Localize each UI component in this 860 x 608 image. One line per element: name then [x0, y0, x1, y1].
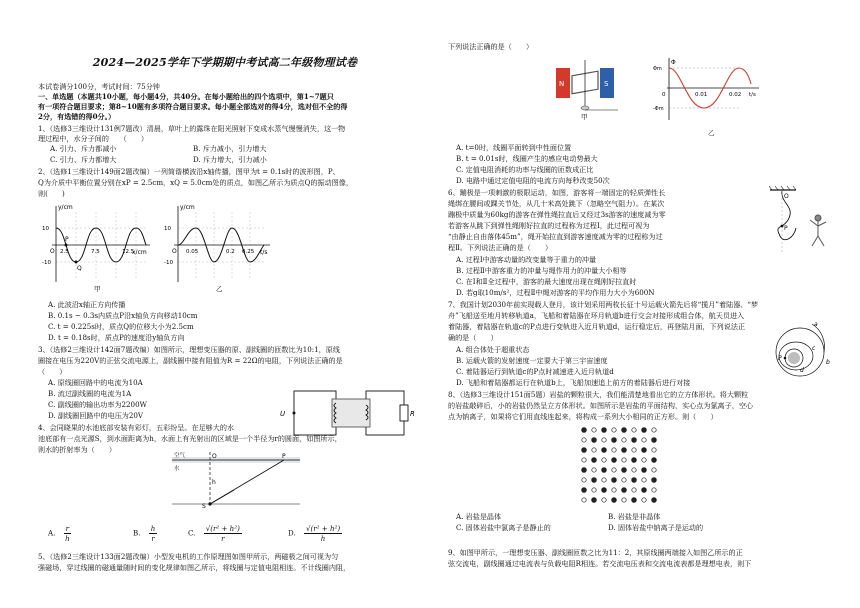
- page-title: 2024—2025学年下学期期中考试高二年级物理试卷: [92, 56, 358, 69]
- label-a: a: [814, 321, 818, 328]
- q5-option-d: D. 电路中通过定值电阻的电流方向每秒改变50次: [456, 176, 610, 185]
- chloride-ion: [602, 468, 607, 473]
- point-p: [65, 244, 68, 247]
- q2-option-a: A. 此波沿x轴正方向传播: [48, 300, 126, 309]
- chloride-ion: [622, 488, 627, 493]
- tick: 0.25: [242, 249, 255, 255]
- point-q: [75, 261, 78, 264]
- chloride-ion: [622, 468, 627, 473]
- q3-option-a: A. 原线圈回路中的电流为10A: [48, 378, 143, 387]
- sodium-ion: [592, 468, 596, 472]
- sodium-ion: [602, 478, 606, 482]
- q2-stem: Q为介质中平衡位置分别在xP = 2.5cm，xQ = 5.0cm处的质点，如图乙所示为质点Q的振动图像，: [38, 178, 353, 187]
- sodium-ion: [612, 468, 616, 472]
- sodium-ion: [592, 428, 596, 432]
- q1-option-b: B. 斥力减小，引力增大: [193, 144, 267, 153]
- sodium-ion: [602, 438, 606, 442]
- chloride-ion: [612, 438, 617, 443]
- label-n: N: [559, 80, 565, 88]
- chloride-ion: [632, 458, 637, 463]
- label-air: 空气: [174, 453, 186, 459]
- caption-jia: 甲: [94, 285, 101, 292]
- chloride-ion: [592, 458, 597, 463]
- tick: 0: [662, 92, 666, 98]
- sodium-ion: [582, 478, 586, 482]
- label-s: S: [604, 80, 609, 88]
- q4-option-a: A. $\frac{r}{h}$: [48, 524, 70, 543]
- x-label: t/s: [749, 92, 756, 98]
- tick: 0.2: [226, 249, 235, 255]
- chloride-ion: [652, 458, 657, 463]
- q3-option-b: B. 流过副线圈的电流为1A: [48, 389, 132, 398]
- q3-stem: 3、（选修2三维设计142面7题改编）如图所示，理想变压器的原、副线圈的匝数比为10:1，原线: [38, 345, 340, 354]
- q4-option-c: C. $\frac{\text{√(r² + h²)}}{r}$: [188, 524, 240, 543]
- sodium-ion: [622, 498, 626, 502]
- label-o: O: [784, 193, 789, 200]
- q6-option-a: A. 过程Ⅰ中游客动量的改变量等于重力的冲量: [456, 255, 597, 264]
- q5-flux-figure: [653, 56, 763, 126]
- tick: 2.5: [60, 249, 69, 255]
- q6-stem: 若游客从跳下到弹性绳刚好拉直的过程称为过程Ⅰ，此过程可视为: [448, 221, 650, 230]
- chloride-ion: [592, 438, 597, 443]
- chloride-ion: [652, 478, 657, 483]
- chloride-ion: [642, 428, 647, 433]
- q7-stem: 舟”飞船送至地月转移轨道a，飞船和着陆器在环月轨道b进行交会对接形成组合体，航天员进入: [448, 311, 745, 320]
- q7-orbit-figure: [770, 320, 836, 380]
- q6-stem: “由静止自由落体45m”，绳开始拉直到游客速度减为零的过程称为过: [448, 232, 663, 241]
- section-header: 2分，有选错的得0分。）: [38, 112, 116, 121]
- label-d: d: [800, 367, 804, 374]
- label-c: c: [812, 345, 816, 352]
- left-column: [38, 0, 430, 608]
- tick: 0.05: [186, 249, 199, 255]
- q1-stem: 理过程中，水分子间的 （ ）: [38, 134, 148, 143]
- y-tick: -Φm: [653, 106, 664, 112]
- sodium-ion: [652, 448, 656, 452]
- chloride-ion: [622, 428, 627, 433]
- q6-stem: 蹦极中质量为60kg的游客在弹性绳拉直后又经过3s游客的速度减为零: [448, 210, 666, 219]
- q6-stem: 绳绑在腰间或踝关节处，从几十米高处跳下（忽略空气阻力）。在某次: [448, 199, 665, 208]
- chloride-ion: [612, 498, 617, 503]
- q2-vibration-figure: [164, 200, 276, 292]
- label-h: h: [212, 479, 216, 486]
- resistor: [400, 405, 408, 421]
- chloride-ion: [592, 498, 597, 503]
- y-label: Φ: [671, 59, 676, 66]
- chloride-ion: [652, 498, 657, 503]
- q6-bungee-figure: [766, 184, 838, 262]
- chloride-ion: [582, 428, 587, 433]
- chloride-ion: [642, 448, 647, 453]
- label-o: O: [212, 453, 217, 460]
- label-p: P: [778, 355, 782, 362]
- q8-stem: 的岩盐敲碎后，小的岩盐仍然呈立方体形状。如图所示是岩盐的平面结构，实心点为氯离子，空心: [448, 401, 754, 410]
- q9-stem: 弦交流电，副线圈通过电流表与负载电阻R相连。若交流电压表和交流电流表都是理想电表，则下: [448, 559, 752, 568]
- chloride-ion: [592, 478, 597, 483]
- sodium-ion: [642, 458, 646, 462]
- right-column: [448, 0, 843, 608]
- sodium-ion: [582, 458, 586, 462]
- tick: 7.5: [91, 249, 100, 255]
- jumper: [810, 215, 826, 246]
- q7-stem: 着陆器，着陆器在轨道c的P点进行变轨进入近月轨道d，运行稳定后，再登陆月面，下列说法正: [448, 322, 746, 331]
- chloride-ion: [602, 488, 607, 493]
- caption-jia: 甲: [581, 113, 588, 120]
- q7-option-a: A. 组合体处于超重状态: [456, 345, 530, 354]
- q5-stem: 下列说法正确的是（ ）: [448, 42, 534, 51]
- q3-option-c: C. 副线圈的输出功率为2200W: [48, 400, 147, 409]
- q2-option-d: D. t = 0.18s时，质点P的速度沿y轴负方向: [48, 333, 185, 342]
- chloride-ion: [582, 468, 587, 473]
- sodium-ion: [632, 468, 636, 472]
- q4-option-d: D. $\frac{\text{√(r² + h²)}}{h}$: [288, 524, 341, 543]
- q8-lattice-figure: [578, 424, 660, 506]
- sodium-ion: [642, 478, 646, 482]
- q8-option-b: B. 岩盐是非晶体: [608, 512, 661, 521]
- q5-stem: 5、（选修2三维设计133面2题改编）小型发电机的工作原理图如图甲所示，两磁极之间可视为匀: [38, 552, 339, 561]
- chloride-ion: [582, 488, 587, 493]
- sodium-ion: [622, 458, 626, 462]
- sodium-ion: [612, 448, 616, 452]
- sodium-ion: [632, 488, 636, 492]
- tick: 0.02: [729, 92, 742, 98]
- q4-stem: 则水的折射率为（ ）: [38, 445, 117, 454]
- q5-option-b: B. t = 0.01s时，线圈产生的感应电动势最大: [456, 154, 598, 163]
- q4-stem: 池底部有一点光源S，到水面距离为h，水面上有光射出的区域是一个半径为r的圆面，如图所示，: [38, 434, 342, 443]
- sodium-ion: [642, 438, 646, 442]
- q7-option-d: D. 飞船和着陆器都运行在轨道b上，飞船加速追上前方的着陆器后进行对接: [456, 378, 691, 387]
- q8-option-c: C. 固体岩盐中氯离子是静止的: [456, 523, 551, 532]
- q1-option-d: D. 斥力增大，引力减小: [193, 155, 267, 164]
- label-p: P: [784, 225, 788, 232]
- label-water: 水: [174, 466, 180, 472]
- q5-caption-yi: 乙: [708, 129, 715, 137]
- light-source: [208, 502, 211, 505]
- q5-stem: 强磁场，穿过线圈的磁通量随时间的变化规律如图乙所示，将线圈与定值电阻相连。不计线圈内阻，: [38, 563, 351, 572]
- chloride-ion: [632, 478, 637, 483]
- label-b: b: [826, 359, 830, 366]
- q5-option-c: C. 定值电阻消耗的功率与线圈的匝数成正比: [456, 165, 594, 174]
- sodium-ion: [632, 428, 636, 432]
- chloride-ion: [642, 468, 647, 473]
- sodium-ion: [622, 438, 626, 442]
- q5-generator-figure: [548, 56, 628, 120]
- y-label: y/cm: [58, 204, 73, 211]
- q2-stem: 2、（选修1三维设计149面2题改编）一列简谐横波沿x轴传播，图甲为t = 0.1s时的波形图，P、: [38, 167, 340, 176]
- sodium-ion: [652, 468, 656, 472]
- sodium-ion: [592, 488, 596, 492]
- tick: 12.5: [122, 249, 135, 255]
- sodium-ion: [582, 498, 586, 502]
- exam-info: 本试卷满分100分，考试时间：75分钟: [38, 82, 160, 91]
- chloride-ion: [632, 438, 637, 443]
- section-header: 一、单选题（本题共10小题，每小题4分，共40分。在每小题给出的四个选项中，第1~7题只: [38, 92, 334, 101]
- chloride-ion: [602, 428, 607, 433]
- q6-option-d: D. 若g取10m/s²，过程Ⅱ中绳对游客的平均作用力大小为600N: [456, 288, 655, 297]
- q9-stem: 9、如图甲所示，一理想变压器、副线圈匝数之比为11：2，其原线圈两端接入如图乙所示的正: [448, 548, 743, 557]
- q8-option-a: A. 岩盐是晶体: [456, 512, 502, 521]
- q7-option-b: B. 运载火箭的发射速度一定要大于第三宇宙速度: [456, 356, 608, 365]
- q1-option-c: C. 引力、斥力都增大: [50, 155, 117, 164]
- label-p: P: [282, 453, 286, 460]
- tick: 0.01: [695, 92, 708, 98]
- sodium-ion: [652, 488, 656, 492]
- q6-stem: 程Ⅱ。下列说法正确的是（ ）: [448, 243, 553, 252]
- q1-stem: 1、（选修3三维设计131例7题改）清晨，草叶上的露珠在阳光照射下变成水蒸气慢慢消失，这一物: [38, 124, 346, 133]
- label-p: P: [65, 236, 69, 243]
- sodium-ion: [622, 478, 626, 482]
- q8-stem: 8、（选修3三维设计151面5题）岩盐的颗粒很大，我们能清楚地看出它的立方体形状。将大颗粒: [448, 390, 749, 399]
- y-tick: -10: [42, 260, 51, 266]
- chloride-ion: [642, 488, 647, 493]
- caption-yi: 乙: [216, 285, 223, 292]
- section-header: 有一项符合题目要求；第8~10题有多项符合题目要求。每小题全部选对的得4分，选对但不全的得: [38, 102, 348, 111]
- chloride-ion: [612, 478, 617, 483]
- q8-option-d: D. 固体岩盐中钠离子是运动的: [608, 523, 704, 532]
- sodium-ion: [612, 428, 616, 432]
- q2-stem: 则( ): [38, 189, 65, 198]
- sodium-ion: [602, 498, 606, 502]
- transformer-core: [332, 399, 370, 427]
- y-tick: 10: [164, 226, 171, 232]
- x-label: x/cm: [132, 249, 147, 256]
- y-label: y/cm: [180, 204, 195, 211]
- q6-stem: 6、蹦极是一项刺激的极限运动，如图，游客将一端固定的轻质弹性长: [448, 188, 666, 197]
- q6-option-b: B. 过程Ⅱ中游客重力的冲量与绳作用力的冲量大小相等: [456, 266, 627, 275]
- q2-option-b: B. 0.1s ~ 0.3s内质点P沿x轴负方向移动10cm: [48, 311, 198, 320]
- x-label: t/s: [260, 249, 268, 256]
- q4-stem: 4、会同晓果的水池底部安装有彩灯，五彩纷呈。在足够大的水: [38, 423, 235, 432]
- sodium-ion: [592, 448, 596, 452]
- sodium-ion: [642, 498, 646, 502]
- sodium-ion: [652, 428, 656, 432]
- chloride-ion: [622, 448, 627, 453]
- sodium-ion: [602, 458, 606, 462]
- q8-stem: 点为钠离子，如果将它们用直线连起来，将构成一系列大小相同的正方形。则（ ）: [448, 412, 718, 421]
- tick: O: [172, 248, 177, 255]
- q7-stem: 确的是（ ）: [448, 333, 498, 342]
- q6-option-c: C. 在Ⅰ和Ⅱ全过程中，游客的最大速度出现在绳刚好拉直时: [456, 277, 637, 286]
- q5-option-a: A. t=0时，线圈平面转到中性面位置: [456, 143, 572, 152]
- sodium-ion: [612, 488, 616, 492]
- label-r: R: [410, 410, 415, 418]
- tick: O: [50, 248, 55, 255]
- q7-option-c: C. 着陆器运行到轨道c的P点时减速进入近月轨道d: [456, 367, 614, 376]
- q1-option-a: A. 引力、斥力都减小: [50, 144, 117, 153]
- chloride-ion: [612, 458, 617, 463]
- chloride-ion: [632, 498, 637, 503]
- q4-option-b: B. $\frac{h}{r}$: [133, 524, 156, 543]
- y-tick: Φm: [653, 66, 662, 72]
- y-tick: 10: [42, 226, 49, 232]
- q3-stem: 圈接在电压为220V的正弦交流电源上，副线圈中接有阻值为R = 22Ω的电阻，下列说法正确的是: [38, 356, 343, 365]
- sodium-ion: [582, 438, 586, 442]
- q4-light-figure: [166, 448, 306, 510]
- q3-stem: （ ）: [38, 367, 67, 376]
- q2-wave-figure: [42, 200, 154, 292]
- q2-option-c: C. t = 0.225s时，质点Q的位移大小为2.5cm: [48, 322, 194, 331]
- label-u: U: [280, 410, 286, 418]
- sodium-ion: [632, 448, 636, 452]
- label-q: Q: [77, 265, 82, 272]
- moon: [788, 352, 800, 364]
- chloride-ion: [582, 448, 587, 453]
- chloride-ion: [652, 438, 657, 443]
- label-s: S: [202, 503, 206, 510]
- q7-stem: 7、我国计划2030年前实现载人登月，该计划采用两枚长征十号运载火箭先后将“揽月”着陆器、“梦: [448, 300, 759, 309]
- y-tick: -10: [164, 260, 173, 266]
- chloride-ion: [602, 448, 607, 453]
- q3-option-d: D. 副线圈回路中的电压为20V: [48, 411, 144, 420]
